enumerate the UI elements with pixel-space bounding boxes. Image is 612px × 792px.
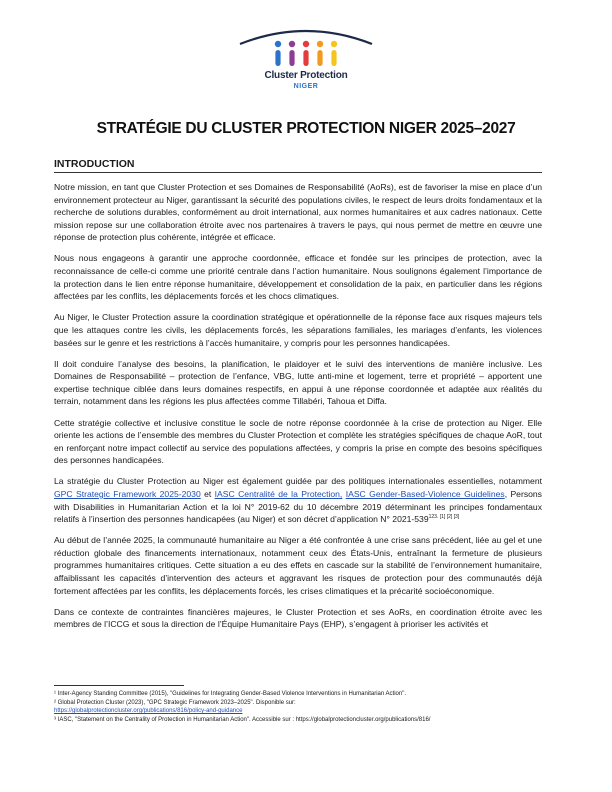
paragraph-4: Il doit conduire l’analyse des besoins, la planification, le plaidoyer et le suivi des interventions de manière inclusive. Les Domaines de Responsabilité – protection de l’enfance, VBG, lutte anti-mine et logement, terre et propriété – apportent une expertise technique ciblée dans leurs domaines respectifs, en appui à une réponse coordonnée et adaptée aux réalités du terrain, notamment dans les régions les plus affectées comme Tillabéri, Tahoua et Diffa.	[54, 358, 542, 407]
footnote-divider	[54, 685, 184, 686]
paragraph-6	[54, 475, 542, 525]
footnote-brackets: . [1] [2] [3]	[436, 514, 460, 521]
logo-country: NIGER	[293, 83, 319, 90]
logo-figure-body	[317, 50, 322, 66]
footnote-2-text: ² Global Protection Cluster (2023), "GPC Strategic Framework 2023–2025". Disponible sur:	[54, 699, 296, 706]
logo-figure-head	[331, 41, 337, 47]
footnote-2	[54, 699, 542, 716]
footnote-3: ³ IASC, "Statement on the Centrality of Protection in Humanitarian Action". Accessible sur : https://globalprotectioncluster.org/publications/816/	[54, 716, 431, 723]
footnotes	[54, 690, 542, 724]
paragraph-5: Cette stratégie collective et inclusive constitue le socle de notre réponse coordonnée à la crise de protection au Niger. Elle oriente les actions de l’ensemble des membres du Cluster Protection et complète les stratégies spécifiques de chaque AoR, tout en renforçant notre impact collectif au service des populations affectées, y compris la prise en compte des besoins spécifiques des personnes handicapées.	[54, 417, 542, 466]
paragraph-1: Notre mission, en tant que Cluster Protection et ses Domaines de Responsabilité (AoRs), est de favoriser la mise en place d’un environnement protecteur au Niger, garantissant la sécurité des populations civiles, le respect de leurs droits fondamentaux et la recherche de solutions durables, conformément au droit international, aux normes humanitaires et aux cadres nationaux. Cette mission repose sur une collaboration étroite avec nos partenaires à travers le pays, qui nous permet de mettre en œuvre une réponse de protection plus cohérente, intégrée et efficace.	[54, 182, 542, 243]
footnote-1: ¹ Inter-Agency Standing Committee (2015), "Guidelines for Integrating Gender-Based Violence Interventions in Humanitarian Action".	[54, 691, 407, 697]
page-title: STRATÉGIE DU CLUSTER PROTECTION NIGER 2025–2027	[96, 120, 516, 137]
paragraph-2: Nous nous engageons à garantir une approche coordonnée, efficace et fondée sur les principes de protection, avec la reconnaissance de celle-ci comme une priorité centrale dans l’action humanitaire. Nous soulignons également l’importance de la protection dans le lien entre réponse humanitaire, développement et consolidation de la paix, en particulier dans les régions affectées par les conflits, les déplacements forcés et les chocs climatiques.	[54, 253, 542, 302]
logo-figure-body	[289, 50, 294, 66]
paragraph-3: Au Niger, le Cluster Protection assure la coordination stratégique et opérationnelle de la réponse face aux risques majeurs tels que les attaques contre les civils, les déplacements forcés, les séparations familiales, les mariages d’enfants, les violences basées sur le genre et les restrictions à l’accès humanitaire, y compris pour les personnes handicapées.	[54, 312, 542, 348]
logo-figure-body	[275, 50, 280, 66]
logo-figure-body	[303, 50, 308, 66]
link-iasc-centralite[interactable]: IASC Centralité de la Protection,	[214, 488, 343, 499]
paragraph-6-and: et	[200, 488, 215, 499]
logo-name: Cluster Protection	[264, 70, 348, 81]
link-gpc-strategic-framework[interactable]: GPC Strategic Framework 2025-2030	[54, 488, 201, 499]
section-heading-introduction: INTRODUCTION	[54, 158, 542, 173]
paragraph-6-start: La stratégie du Cluster Protection au Niger est également guidée par des politiques internationales essentielles, notamment	[54, 476, 542, 487]
footnote-2-link[interactable]: https://globalprotectioncluster.org/publications/816/policy-and-guidance	[54, 708, 243, 715]
link-iasc-gbv-guidelines[interactable]: IASC Gender-Based-Violence Guidelines	[345, 488, 505, 499]
logo-figure-head	[289, 41, 295, 47]
paragraph-8: Dans ce contexte de contraintes financières majeures, le Cluster Protection et ses AoRs, en coordination étroite avec les membres de l’ICCG et sous la direction de l’Équipe Humanitaire Pays (EHP), s’engagent à prioriser les activités et	[54, 606, 542, 630]
footnote-refs[interactable]: 123	[428, 514, 437, 521]
logo-figure-body	[331, 50, 336, 66]
logo-figure-head	[317, 41, 323, 47]
paragraph-6-end: , Persons with Disabilities in Humanitarian Action et la loi N° 2019-62 du 10 décembre 2019 déterminant les principes fondamentaux relatifs à l’insertion des personnes handicapées (au Niger) et son décret d’application N° 2021-539	[54, 488, 542, 525]
logo-figure-head	[303, 41, 309, 47]
body-content	[54, 181, 542, 639]
cluster-protection-logo	[226, 24, 386, 94]
paragraph-7: Au début de l’année 2025, la communauté humanitaire au Niger a été confrontée à une crise sans précédent, liée au gel et une réduction globale des financements internationaux, notamment ceux des États-Unis, entraînant la fermeture de plusieurs programmes humanitaires critiques. Cette situation a eu des effets en cascade sur la stabilité de l’environnement humanitaire, affaiblissant les capacités d’intervention des acteurs et aggravant les risques de protection pour des communautés déjà fortement affectées par les conflits, les déplacements forcés, les crises climatiques et la précarité socioéconomique.	[54, 535, 542, 596]
logo-figures-icon	[226, 24, 386, 70]
logo-figure-head	[275, 41, 281, 47]
